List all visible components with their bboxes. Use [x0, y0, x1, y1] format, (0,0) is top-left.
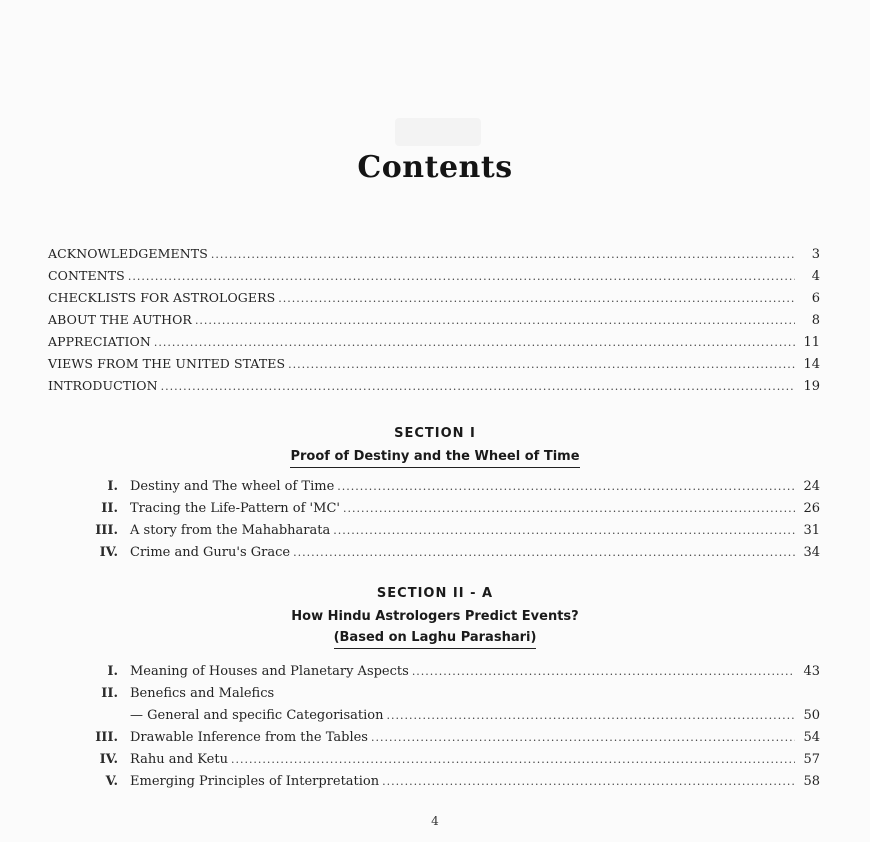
toc-chapter-continuation	[48, 708, 820, 730]
dot-leader	[195, 314, 795, 327]
chapter-numeral: II.	[101, 686, 118, 701]
chapter-numeral: I.	[107, 664, 118, 679]
section-subtitle-basis: (Based on Laghu Parashari)	[334, 630, 537, 649]
toc-entry-page: 14	[803, 357, 820, 372]
toc-chapter	[48, 752, 820, 774]
chapter-numeral: III.	[95, 730, 118, 745]
chapter-title: Crime and Guru's Grace	[130, 545, 291, 560]
section-title: SECTION I	[394, 426, 476, 441]
toc-chapter	[48, 479, 820, 501]
chapter-title: Destiny and The wheel of Time	[130, 479, 335, 494]
toc-chapter	[48, 774, 820, 796]
dot-leader	[371, 731, 795, 744]
toc-entry-views-us	[48, 356, 820, 378]
toc-entry-label: CONTENTS	[48, 268, 125, 283]
chapter-title: Tracing the Life-Pattern of 'MC'	[130, 501, 340, 516]
chapter-page: 54	[803, 730, 820, 745]
toc-entry-introduction	[48, 378, 820, 400]
dot-leader	[231, 753, 795, 766]
toc-entry-contents	[48, 268, 820, 290]
toc-entry-page: 3	[811, 247, 820, 262]
chapter-page: 57	[803, 752, 820, 767]
chapter-numeral: I.	[107, 479, 118, 494]
toc-entry-page: 8	[811, 313, 820, 328]
section-1-entries	[48, 479, 820, 567]
dot-leader	[293, 546, 795, 559]
toc-chapter	[48, 664, 820, 686]
toc-entry-page: 19	[803, 379, 820, 394]
front-matter-list	[48, 246, 820, 400]
dot-leader	[288, 358, 795, 371]
chapter-page: 31	[803, 523, 820, 538]
chapter-page: 50	[803, 708, 820, 723]
chapter-page: 24	[803, 479, 820, 494]
dot-leader	[128, 270, 795, 283]
chapter-title: Drawable Inference from the Tables	[130, 730, 368, 745]
toc-entry-about-author	[48, 312, 820, 334]
dot-leader	[161, 380, 795, 393]
dot-leader	[278, 292, 795, 305]
chapter-title: — General and specific Categorisation	[130, 708, 384, 723]
chapter-page: 58	[803, 774, 820, 789]
toc-entry-label: APPRECIATION	[48, 334, 151, 349]
chapter-title: Rahu and Ketu	[130, 752, 228, 767]
page-number: 4	[431, 814, 439, 828]
chapter-page: 34	[803, 545, 820, 560]
toc-entry-appreciation	[48, 334, 820, 356]
dot-leader	[333, 524, 795, 537]
toc-entry-label: ACKNOWLEDGEMENTS	[48, 246, 208, 261]
section-subtitle: How Hindu Astrologers Predict Events?	[291, 609, 579, 624]
section-title: SECTION II - A	[376, 586, 494, 601]
dot-leader	[412, 665, 795, 678]
toc-entry-page: 4	[811, 269, 820, 284]
page-title: Contents	[357, 150, 513, 185]
chapter-numeral: IV.	[99, 545, 118, 560]
chapter-title: A story from the Mahabharata	[130, 523, 331, 538]
section-subtitle: Proof of Destiny and the Wheel of Time	[290, 449, 579, 468]
chapter-numeral: II.	[101, 501, 118, 516]
dot-leader	[382, 775, 795, 788]
chapter-numeral: IV.	[99, 752, 118, 767]
scan-smudge	[395, 118, 481, 146]
toc-entry-label: INTRODUCTION	[48, 378, 158, 393]
toc-entry-label: CHECKLISTS FOR ASTROLOGERS	[48, 290, 276, 305]
toc-chapter	[48, 545, 820, 567]
chapter-numeral: V.	[105, 774, 118, 789]
dot-leader	[343, 502, 795, 515]
section-1-heading	[0, 426, 870, 468]
toc-chapter	[48, 501, 820, 523]
toc-entry-acknowledgements	[48, 246, 820, 268]
chapter-title: Benefics and Malefics	[130, 686, 275, 701]
toc-entry-page: 11	[803, 335, 820, 350]
chapter-numeral: III.	[95, 523, 118, 538]
dot-leader	[337, 480, 795, 493]
chapter-page: 43	[803, 664, 820, 679]
dot-leader	[154, 336, 795, 349]
section-2a-entries	[48, 664, 820, 796]
toc-entry-label: VIEWS FROM THE UNITED STATES	[48, 356, 286, 371]
chapter-page: 26	[803, 501, 820, 516]
section-2a-heading	[0, 586, 870, 649]
toc-entry-page: 6	[811, 291, 820, 306]
dot-leader	[386, 709, 795, 722]
toc-chapter	[48, 686, 820, 708]
toc-chapter	[48, 730, 820, 752]
toc-chapter	[48, 523, 820, 545]
toc-entry-checklists	[48, 290, 820, 312]
chapter-title: Meaning of Houses and Planetary Aspects	[130, 664, 409, 679]
toc-entry-label: ABOUT THE AUTHOR	[48, 312, 192, 327]
dot-leader	[211, 248, 795, 261]
chapter-title: Emerging Principles of Interpretation	[130, 774, 380, 789]
